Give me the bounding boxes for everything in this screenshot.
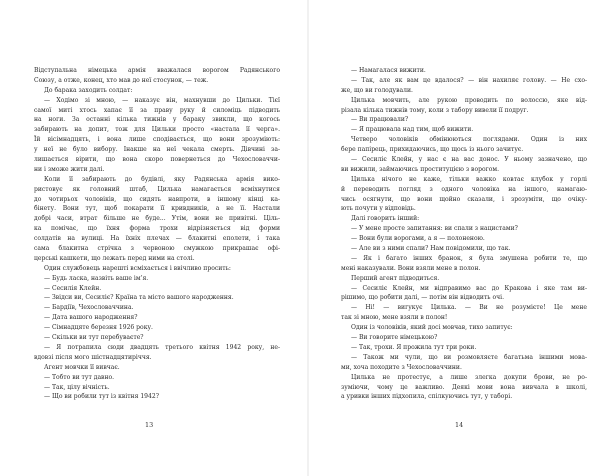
right-page-text <box>341 66 587 402</box>
text-line: — Сімнадцяте березня 1926 року. <box>44 324 153 332</box>
text-line: ми, хоча походите з Чехословаччини. <box>341 363 462 371</box>
text-line: — Звідси ви, Сесиліє? Країна та місто вашого народження. <box>44 294 234 302</box>
text-line: — Сесиліє Клейн, у нас є на вас донос. У ньому зазначено, що <box>351 156 587 164</box>
text-line: — Намагалася вижити. <box>351 67 426 74</box>
text-line: — Будь ласка, назвіть ваше ім’я. <box>44 274 149 282</box>
text-line: ви вижили, займаючись проституцією з ворогом. <box>341 165 500 173</box>
text-line: солдатів на вулиці. На їхніх плечах — блакитні еполети, і така <box>34 235 280 243</box>
text-line: — Сесилія Клейн. <box>44 284 102 292</box>
text-line: — Так, але як вам це вдалося? — він нахиляє голову. — Не схо- <box>351 76 587 84</box>
text-line: Цилька не протестує, а лише злегка докупи брови, не ро- <box>351 373 587 381</box>
text-line: сама блакитна стрічка з червоною смужкою прикрашає офі- <box>34 245 280 253</box>
text-line: а уривки інших підхопила, спілкуючись тут, у таборі. <box>341 393 513 401</box>
text-line: — Але ви з ними спали? Нам повідомили, що так. <box>351 245 511 253</box>
text-line: Один службовець нарешті всміхається і ввічливо просить: <box>44 264 231 272</box>
text-line: — Скільки ви тут перебуваєте? <box>44 334 144 342</box>
text-line: — Що ви робили тут із квітня 1942? <box>44 393 159 401</box>
text-line: так зі мною, мене взяли в полон! <box>341 314 448 322</box>
text-line: — Також ми чули, що ви розмовляєте багатьма іншими мова- <box>351 353 587 361</box>
text-line: добрі часи, втрат більше не буде... Утім, вони не привітні. Ціль- <box>34 215 280 223</box>
text-line: — Як і багато інших бранок, я була змушена робити те, що <box>351 254 587 262</box>
text-line: на ноги. За останні кілька тижнів у бараку звикли, що когось <box>34 116 280 124</box>
text-line: самої миті хтось хапає її за праву руку й силоміць підводить <box>34 106 280 114</box>
text-line: — Ходімо зі мною, — наказує він, махнувши до Цильки. Тієї <box>44 96 280 104</box>
text-line: — Бардіїв, Чехословаччина. <box>44 304 134 312</box>
text-line: ни і зможе жити далі. <box>34 165 105 173</box>
left-page-number: 13 <box>145 421 154 429</box>
text-line: ють почути у відповідь. <box>341 205 416 213</box>
text-line: зуміючи, чому це важливо. Деякі мови вона вивчала в школі, <box>341 383 587 391</box>
text-line: різала кілька тижнів тому, коли з табору вивели її подруг. <box>341 106 529 114</box>
text-line: лишається вірити, що вона скоро повернеться до Чехословаччи- <box>34 156 280 164</box>
text-line: — Я працювала над тим, щоб вижити. <box>351 126 474 134</box>
text-line: ка помічає, що їхня форма трохи відрізняється від форми <box>34 225 280 233</box>
text-line: Цилька нічого не каже, тільки важко ковтає клубок у горлі <box>351 175 587 183</box>
page-gutter <box>307 0 309 476</box>
text-line: Коли її забирають до будівлі, яку Радянська армія вико- <box>44 175 280 183</box>
text-line: Союзу, а отже, конец, хто мав до неї стосунок, — теж. <box>34 76 209 84</box>
text-line: мені наказували. Вони взяли мене в полон. <box>341 264 481 272</box>
text-line: — Вони були ворогами, а я — полоненою. <box>351 235 485 243</box>
text-line: у неї не було вибору. Інакше на неї чекала смерть. Дівчині за- <box>34 146 280 154</box>
text-line: Перший агент підводиться. <box>351 274 440 282</box>
text-line: ристовує як головний штаб, Цилька намагається всміхнутися <box>34 185 280 193</box>
text-line: Відступальна німецька армія вважалася ворогом Радянського <box>34 67 280 74</box>
text-line: рішимо, що робити далі, — потім він відводить очі. <box>341 294 505 302</box>
text-line: забирають на допит, тож для Цильки просто «настала її черга». <box>34 126 280 134</box>
text-line: До барака заходить солдат: <box>44 86 133 94</box>
text-line: — У мене просте запитання: ви спали з нацистами? <box>351 225 518 233</box>
text-line: Далі говорить інший: <box>351 215 420 223</box>
text-line: Один із чоловіків, який досі мовчав, тихо запитує: <box>351 324 513 332</box>
text-line: — Сесиліє Клейн, ми відправимо вас до Кракова і яке там ви- <box>351 284 587 292</box>
text-line: — Тобто ви тут давно. <box>44 373 115 381</box>
text-line: Їй вісімнадцять, і вона лише сподівається, що вони зрозуміють: <box>34 136 280 144</box>
text-line: Четверо чоловіків обмінюються поглядами. Один із них <box>351 136 587 144</box>
text-line: же, що ви голодували. <box>341 86 413 94</box>
text-line: — Ви працювали? <box>351 116 409 124</box>
text-line: церські кашкети, що лежать перед ними на столі. <box>34 254 195 262</box>
text-line: й переводить погляд з одного чоловіка на іншого, намагаю- <box>341 185 587 193</box>
text-line: — Ні! — вигукує Цилька. — Ви не розумієте! Це мене <box>351 304 587 312</box>
text-line: — Ви говорите німецькою? <box>351 334 438 342</box>
text-line: — Дата вашого народження? <box>44 314 138 322</box>
right-page-number: 14 <box>455 421 464 429</box>
text-line: чись осягнути, що вони щойно сказали, і зрозуміти, що очіку- <box>341 195 587 203</box>
text-line: вдовзі після мого шістнадцятиріччя. <box>34 353 152 361</box>
left-page-text <box>34 66 280 402</box>
text-line: бере папірець, прихидаючись, що щось із нього зачитує. <box>341 146 524 154</box>
text-line: бінету. Вони тут, щоб покарати її кривдників, а не її. Настали <box>34 205 280 213</box>
text-line: Агент мовчки її вивчає. <box>44 363 120 371</box>
text-line: — Так, цілу вічність. <box>44 383 110 391</box>
text-line: до чотирьох чоловіків, що сидять навпроти, в іншому кінці ка- <box>34 195 280 203</box>
text-line: Цилька мовчить, але рукою проводить по волоссю, яке від- <box>351 96 587 104</box>
text-line: — Так, трохи. Я прожила тут три роки. <box>351 343 477 351</box>
text-line: — Я потрапила сюди двадцять третього квітня 1942 року, не- <box>44 343 280 351</box>
